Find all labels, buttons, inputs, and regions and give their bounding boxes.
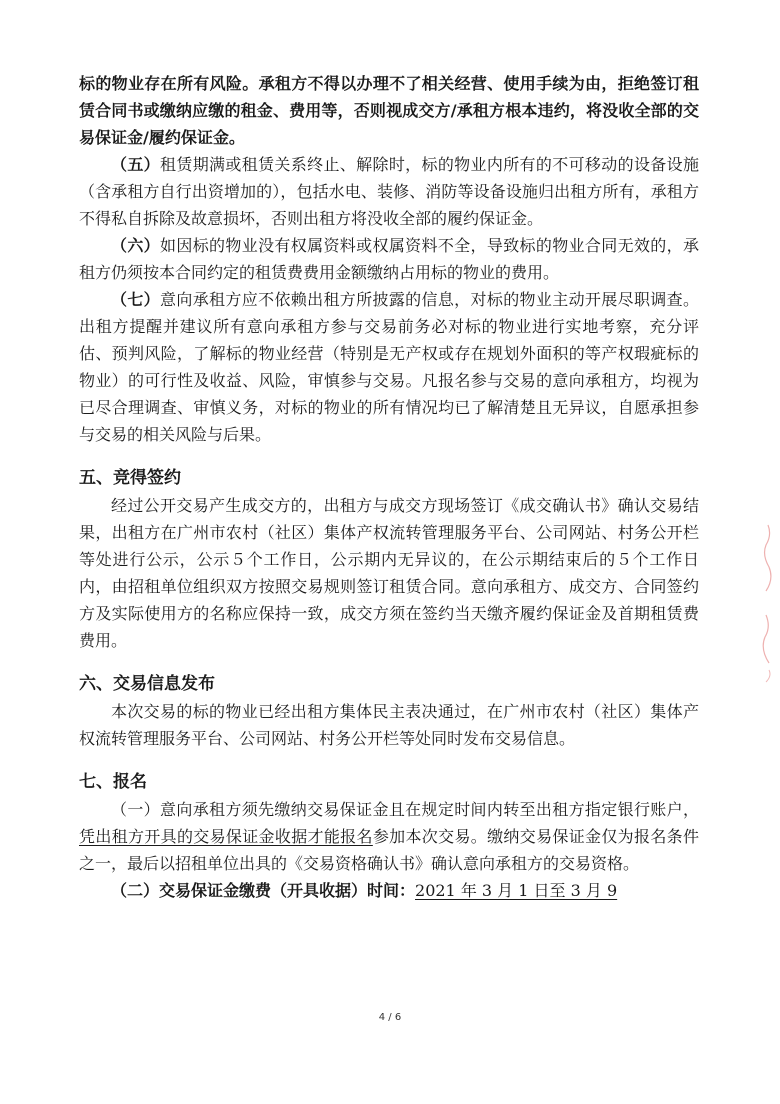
section-7-item-2-label: （二）交易保证金缴费（开具收据）时间： bbox=[111, 881, 416, 900]
section-7-title: 七、报名 bbox=[79, 772, 147, 792]
section-7-item-1-underlined: 凭出租方开具的交易保证金收据才能报名 bbox=[79, 827, 373, 846]
section-7-item-2-date: 2021 年 3 月 1 日至 3 月 9 bbox=[415, 881, 618, 900]
section-7-item-1-end: 参加本次交易。缴纳交易保证金仅为报名条件之一，最后以招租单位出具的《交易资格确认书》确认意向承租方的交易资格。 bbox=[79, 827, 699, 873]
clause-7-text: 意向承租方应不依赖出租方所披露的信息，对标的物业主动开展尽职调查。出租方提醒并建议所有意向承租方参与交易前务必对标的物业进行实地考察，充分评估、预判风险，了解标的物业经营（特别是无产权或存在规划外面积的等产权瑕疵标的物业）的可行性及收益、风险，审慎参与交易。凡报名参与交易的意向承租方，均视为已尽合理调查、审慎义务，对标的物业的所有情况均已了解清楚且无异议，自愿承担参与交易的相关风险与后果。 bbox=[79, 290, 699, 444]
section-7-item-1 bbox=[79, 796, 699, 877]
clause-6-label: （六） bbox=[111, 236, 161, 255]
section-5-title: 五、竞得签约 bbox=[79, 468, 181, 488]
clause-6 bbox=[79, 232, 699, 286]
section-6-title: 六、交易信息发布 bbox=[79, 674, 215, 694]
section-5-text: 经过公开交易产生成交方的，出租方与成交方现场签订《成交确认书》确认交易结果，出租方在广州市农村（社区）集体产权流转管理服务平台、公司网站、村务公开栏等处进行公示，公示５个工作日，公示期内无异议的，在公示期结束后的５个工作日内，由招租单位组织双方按照交易规则签订租赁合同。意向承租方、成交方、合同签约方及实际使用方的名称应保持一致，成交方须在签约当天缴齐履约保证金及首期租赁费费用。 bbox=[79, 496, 699, 650]
paragraph-continued: 标的物业存在所有风险。承租方不得以办理不了相关经营、使用手续为由，拒绝签订租赁合同书或缴纳应缴的租金、费用等，否则视成交方/承租方根本违约，将没收全部的交易保证金/履约保证金。 bbox=[79, 74, 699, 147]
clause-6-text: 如因标的物业没有权属资料或权属资料不全，导致标的物业合同无效的，承租方仍须按本合同约定的租赁费费用金额缴纳占用标的物业的费用。 bbox=[79, 236, 699, 282]
document-body bbox=[79, 70, 699, 904]
clause-5-text: 租赁期满或租赁关系终止、解除时，标的物业内所有的不可移动的设备设施（含承租方自行出资增加的），包括水电、装修、消防等设备设施归出租方所有，承租方不得私自拆除及故意损坏，否则出租方将没收全部的履约保证金。 bbox=[79, 155, 699, 228]
page-number: 4 / 6 bbox=[378, 1012, 402, 1023]
section-7-item-2 bbox=[79, 877, 699, 904]
clause-7-label: （七） bbox=[111, 290, 161, 309]
section-6-text: 本次交易的标的物业已经出租方集体民主表决通过，在广州市农村（社区）集体产权流转管理服务平台、公司网站、村务公开栏等处同时发布交易信息。 bbox=[79, 702, 699, 748]
clause-7 bbox=[79, 286, 699, 448]
section-7-item-1-start: （一）意向承租方须先缴纳交易保证金且在规定时间内转至出租方指定银行账户， bbox=[111, 800, 699, 819]
clause-5 bbox=[79, 151, 699, 232]
seal-edge-mark bbox=[760, 520, 776, 690]
clause-5-label: （五） bbox=[111, 155, 161, 174]
